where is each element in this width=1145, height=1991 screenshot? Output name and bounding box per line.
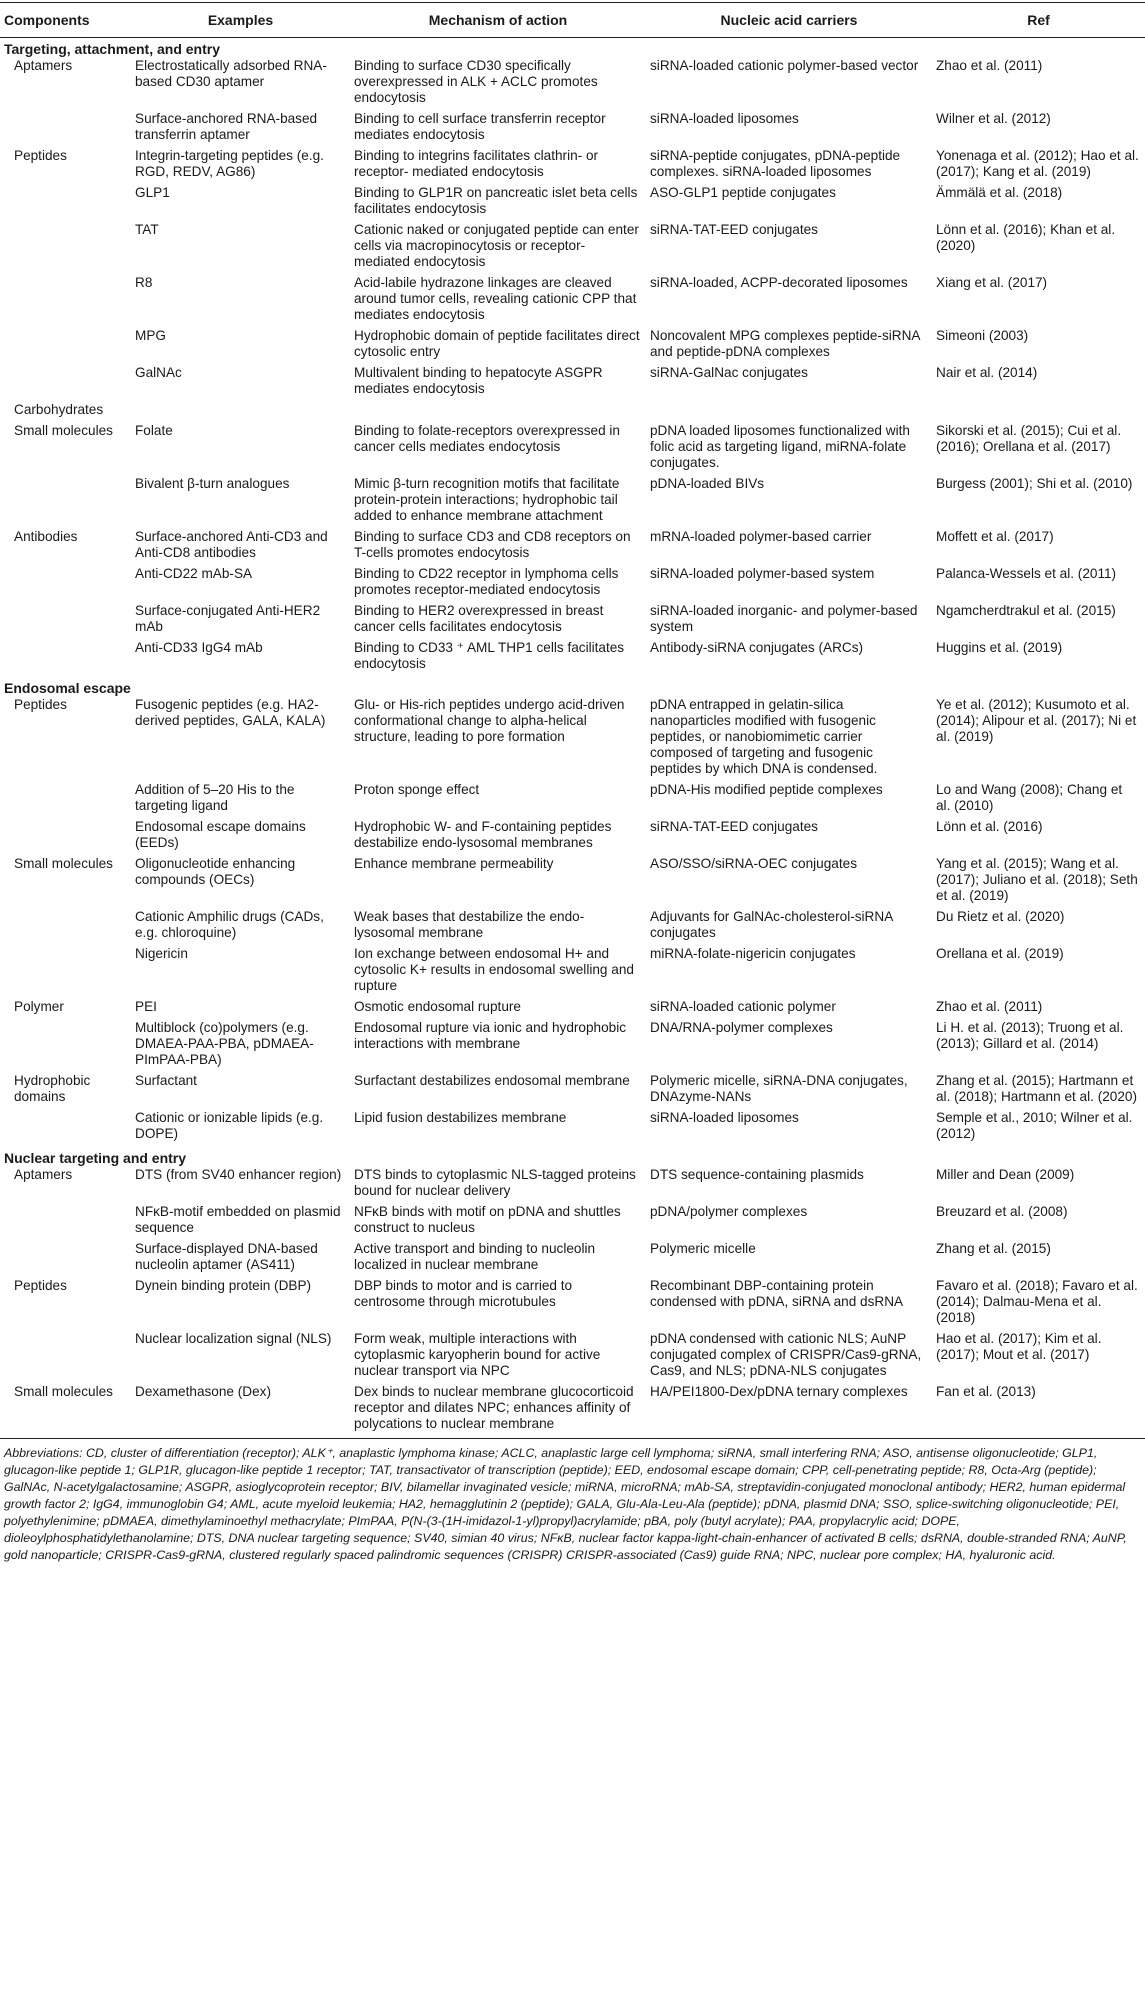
ref-cell: Hao et al. (2017); Kim et al. (2017); Mout et al. (2017) — [936, 1331, 1102, 1363]
example-cell: GalNAc — [135, 365, 182, 381]
mechanism-cell: Active transport and binding to nucleolin localized in nuclear membrane — [354, 1241, 596, 1273]
carrier-cell: HA/PEI1800-Dex/pDNA ternary complexes — [646, 1384, 932, 1439]
table-row — [0, 1073, 1145, 1110]
component-cell: Peptides — [14, 697, 67, 713]
ref-cell: Breuzard et al. (2008) — [936, 1204, 1068, 1220]
example-cell: Cationic or ionizable lipids (e.g. DOPE) — [135, 1110, 324, 1142]
carrier-cell: pDNA entrapped in gelatin-silica nanoparticles modified with fusogenic peptides, or nanobiomimetic carrier composed of targeting and fusogenic peptides by which DNA is condensed. — [650, 697, 878, 777]
example-cell: Dexamethasone (Dex) — [131, 1384, 350, 1439]
ref-cell: Sikorski et al. (2015); Cui et al. (2016); Orellana et al. (2017) — [936, 423, 1122, 455]
ref-cell: Orellana et al. (2019) — [936, 946, 1064, 962]
mechanism-cell: Cationic naked or conjugated peptide can enter cells via macropinocytosis or receptor-mediated endocytosis — [354, 222, 639, 270]
ref-cell: Zhao et al. (2011) — [936, 999, 1043, 1015]
ref-cell: Zhang et al. (2015); Hartmann et al. (2018); Hartmann et al. (2020) — [936, 1073, 1137, 1105]
ref-cell: Xiang et al. (2017) — [936, 275, 1048, 291]
carrier-cell — [646, 402, 932, 423]
carrier-cell: DNA/RNA-polymer complexes — [650, 1020, 833, 1036]
mechanism-cell: Binding to integrins facilitates clathrin- or receptor- mediated endocytosis — [354, 148, 599, 180]
table-body — [0, 38, 1145, 1439]
component-cell — [0, 328, 131, 365]
mechanism-cell: Binding to cell surface transferrin receptor mediates endocytosis — [354, 111, 606, 143]
mechanism-cell: Enhance membrane permeability — [354, 856, 554, 872]
carrier-cell: siRNA-loaded liposomes — [650, 111, 799, 127]
example-cell: Dynein binding protein (DBP) — [135, 1278, 312, 1294]
ref-cell: Simeoni (2003) — [936, 328, 1029, 344]
example-cell: R8 — [135, 275, 153, 291]
ref-cell: Zhang et al. (2015) — [936, 1241, 1051, 1257]
section-title: Targeting, attachment, and entry — [4, 41, 220, 58]
section-title: Endosomal escape — [4, 680, 131, 697]
example-cell: Surface-displayed DNA-based nucleolin aptamer (AS411) — [135, 1241, 318, 1273]
mechanism-cell — [350, 402, 646, 423]
carrier-cell: ASO-GLP1 peptide conjugates — [650, 185, 836, 201]
ref-cell: Burgess (2001); Shi et al. (2010) — [936, 476, 1133, 492]
component-cell — [0, 1020, 131, 1073]
header-ref: Ref — [932, 3, 1145, 38]
table-row — [0, 1278, 1145, 1331]
example-cell: Fusogenic peptides (e.g. HA2-derived peptides, GALA, KALA) — [135, 697, 326, 729]
mechanism-cell: Binding to folate-receptors overexpressed in cancer cells mediates endocytosis — [354, 423, 620, 455]
example-cell: NFκB-motif embedded on plasmid sequence — [135, 1204, 341, 1236]
carrier-cell: Adjuvants for GalNAc-cholesterol-siRNA conjugates — [650, 909, 893, 941]
example-cell: Surface-anchored RNA-based transferrin aptamer — [135, 111, 318, 143]
ref-cell: Li H. et al. (2013); Truong et al. (2013); Gillard et al. (2014) — [936, 1020, 1124, 1052]
mechanism-cell: Form weak, multiple interactions with cytoplasmic karyopherin bound for active nuclear transport via NPC — [354, 1331, 601, 1379]
carrier-cell: siRNA-loaded, ACPP-decorated liposomes — [650, 275, 908, 291]
example-cell: Anti-CD22 mAb-SA — [135, 566, 253, 582]
table-row — [0, 275, 1145, 328]
ref-cell: Huggins et al. (2019) — [936, 640, 1063, 656]
component-cell: Hydrophobic domains — [14, 1073, 91, 1105]
ref-cell: Miller and Dean (2009) — [936, 1167, 1075, 1183]
example-cell: Surface-anchored Anti-CD3 and Anti-CD8 antibodies — [135, 529, 328, 561]
carrier-cell: siRNA-loaded polymer-based system — [650, 566, 875, 582]
header-mechanism: Mechanism of action — [350, 3, 646, 38]
mechanism-cell: Osmotic endosomal rupture — [354, 999, 521, 1015]
component-cell: Small molecules — [0, 1384, 131, 1439]
abbreviations-note: Abbreviations: CD, cluster of differentiation (receptor); ALK⁺, anaplastic lymphoma kinase; ACLC, anaplastic large cell lymphoma; siRNA, small interfering RNA; ASO, antisense oligonucleotide; GLP1, glucagon-like peptide 1; GLP1R, glucagon-like peptide 1 receptor; TAT, transactivator of transcription (peptide); EED, endosomal escape domain; CPP, cell-penetrating peptide; R8, Octa-Arg (peptide); GalNAc, N-acetylgalactosamine; ASGPR, asioglycoprotein receptor; BIV, bilamellar invaginated vesicle; miRNA, microRNA; mAb-SA, streptavidin-conjugated monoclonal antibody; HER2, human epidermal growth factor 2; IgG4, immunoglobin G4; AML, acute myeloid leukemia; HA2, hemagglutinin 2 (peptide); GALA, Glu-Ala-Leu-Ala (peptide); pDNA, plasmid DNA; SSO, splice-switching oligonucleotide; PEI, polyethylenimine; pDMAEA, dimethylaminoethyl methacrylate; PImPAA, P(N-(3-(1H-imidazol-1-yl)propyl)acrylamide; pBA, poly (butyl acrylate); PAA, propylacrylic acid; DOPE, dioleoylphosphatidylethanolamine; DTS, DNA nuclear targeting sequence; SV40, simian 40 virus; NFκB, nuclear factor kappa-light-chain-enhancer of activated B cells; dsRNA, double-stranded RNA; AuNP, gold nanoparticle; CRISPR-Cas9-gRNA, clustered regularly spaced palindromic sequences (CRISPR) CRISPR-associated (Cas9) guide RNA; NPC, nuclear pore complex; HA, hyaluronic acid. — [4, 1446, 1127, 1563]
header-row — [0, 3, 1145, 38]
table-row — [0, 999, 1145, 1020]
mechanism-cell: Lipid fusion destabilizes membrane — [354, 1110, 567, 1126]
mechanism-cell: Binding to CD33 ⁺ AML THP1 cells facilitates endocytosis — [354, 640, 625, 672]
table-row — [0, 603, 1145, 640]
table-row — [0, 476, 1145, 529]
table-row — [0, 185, 1145, 222]
carrier-cell: siRNA-loaded liposomes — [650, 1110, 799, 1126]
example-cell: Cationic Amphilic drugs (CADs, e.g. chloroquine) — [135, 909, 324, 941]
table-row — [0, 1204, 1145, 1241]
example-cell: Endosomal escape domains (EEDs) — [135, 819, 306, 851]
component-cell: Antibodies — [14, 529, 78, 545]
mechanism-cell: Mimic β-turn recognition motifs that facilitate protein-protein interactions; hydrophobic tail added to enhance membrane attachment — [354, 476, 620, 524]
table-row — [0, 819, 1145, 856]
ref-cell: Ngamcherdtrakul et al. (2015) — [936, 603, 1116, 619]
ref-cell: Ämmälä et al. (2018) — [936, 185, 1063, 201]
header-components: Components — [0, 3, 131, 38]
section-title: Nuclear targeting and entry — [4, 1150, 187, 1167]
carrier-cell: Recombinant DBP-containing protein condensed with pDNA, siRNA and dsRNA — [650, 1278, 904, 1310]
carrier-cell: siRNA-GalNac conjugates — [650, 365, 808, 381]
table-row — [0, 529, 1145, 566]
mechanism-cell: Glu- or His-rich peptides undergo acid-driven conformational change to alpha-helical structure, leading to pore formation — [354, 697, 625, 745]
example-cell: Multiblock (co)polymers (e.g. DMAEA-PAA-PBA, pDMAEA-PImPAA-PBA) — [135, 1020, 314, 1068]
component-cell — [0, 1331, 131, 1384]
example-cell: Anti-CD33 IgG4 mAb — [135, 640, 263, 656]
table-row — [0, 1331, 1145, 1384]
table-row — [0, 909, 1145, 946]
carrier-cell: Noncovalent MPG complexes peptide-siRNA and peptide-pDNA complexes — [650, 328, 920, 360]
table-row — [0, 148, 1145, 185]
carrier-cell: miRNA-folate-nigericin conjugates — [650, 946, 856, 962]
ref-cell: Ye et al. (2012); Kusumoto et al. (2014); Alipour et al. (2017); Ni et al. (2019) — [936, 697, 1137, 745]
ref-cell: Yang et al. (2015); Wang et al. (2017); Juliano et al. (2018); Seth et al. (2019) — [936, 856, 1138, 904]
component-cell — [0, 909, 131, 946]
carrier-cell: Polymeric micelle — [650, 1241, 756, 1257]
data-table — [0, 2, 1145, 1439]
example-cell: Surface-conjugated Anti-HER2 mAb — [135, 603, 321, 635]
mechanism-cell: Multivalent binding to hepatocyte ASGPR mediates endocytosis — [354, 365, 603, 397]
carrier-cell: siRNA-loaded cationic polymer-based vector — [650, 58, 919, 74]
carrier-cell: pDNA/polymer complexes — [650, 1204, 808, 1220]
section-row — [0, 38, 1145, 59]
example-cell: Electrostatically adsorbed RNA-based CD30 aptamer — [135, 58, 327, 90]
table-row — [0, 697, 1145, 782]
example-cell: Nigericin — [135, 946, 188, 962]
component-cell — [0, 1204, 131, 1241]
table-row — [0, 222, 1145, 275]
carrier-cell: Polymeric micelle, siRNA-DNA conjugates, DNAzyme-NANs — [650, 1073, 908, 1105]
ref-cell: Palanca-Wessels et al. (2011) — [936, 566, 1117, 582]
table-row — [0, 328, 1145, 365]
mechanism-cell: Endosomal rupture via ionic and hydrophobic interactions with membrane — [354, 1020, 627, 1052]
carrier-cell: mRNA-loaded polymer-based carrier — [650, 529, 872, 545]
ref-cell: Yonenaga et al. (2012); Hao et al. (2017); Kang et al. (2019) — [936, 148, 1139, 180]
carrier-cell: siRNA-loaded cationic polymer — [650, 999, 836, 1015]
example-cell: PEI — [135, 999, 157, 1015]
example-cell: Integrin-targeting peptides (e.g. RGD, REDV, AG86) — [135, 148, 324, 180]
mechanism-cell: Proton sponge effect — [354, 782, 480, 798]
table-row — [0, 640, 1145, 677]
table-row — [0, 946, 1145, 999]
component-cell: Polymer — [14, 999, 64, 1015]
example-cell: Folate — [135, 423, 173, 439]
table-row — [0, 58, 1145, 111]
ref-cell: Zhao et al. (2011) — [936, 58, 1043, 74]
carrier-cell: siRNA-loaded inorganic- and polymer-based system — [650, 603, 918, 635]
component-cell — [0, 782, 131, 819]
carrier-cell: siRNA-TAT-EED conjugates — [650, 819, 818, 835]
mechanism-cell: Binding to HER2 overexpressed in breast cancer cells facilitates endocytosis — [354, 603, 604, 635]
component-cell — [0, 275, 131, 328]
table-row — [0, 402, 1145, 423]
header-carriers: Nucleic acid carriers — [646, 3, 932, 38]
carrier-cell: siRNA-TAT-EED conjugates — [650, 222, 818, 238]
example-cell: Oligonucleotide enhancing compounds (OECs) — [135, 856, 296, 888]
ref-cell: Moffett et al. (2017) — [936, 529, 1054, 545]
component-cell — [0, 566, 131, 603]
example-cell — [131, 402, 350, 423]
table-row — [0, 1167, 1145, 1204]
mechanism-cell: Hydrophobic W- and F-containing peptides destabilize endo-lysosomal membranes — [354, 819, 612, 851]
component-cell — [0, 185, 131, 222]
component-cell — [0, 1241, 131, 1278]
mechanism-cell: DTS binds to cytoplasmic NLS-tagged proteins bound for nuclear delivery — [354, 1167, 636, 1199]
ref-cell — [932, 402, 1145, 423]
component-cell: Small molecules — [14, 856, 113, 872]
component-cell — [0, 111, 131, 148]
ref-cell: Nair et al. (2014) — [936, 365, 1038, 381]
table-row — [0, 566, 1145, 603]
section-row — [0, 1147, 1145, 1167]
mechanism-cell: Hydrophobic domain of peptide facilitates direct cytosolic entry — [354, 328, 640, 360]
header-examples: Examples — [131, 3, 350, 38]
example-cell: MPG — [135, 328, 166, 344]
table-row — [0, 423, 1145, 476]
component-cell — [0, 476, 131, 529]
mechanism-cell: Binding to surface CD30 specifically overexpressed in ALK + ACLC promotes endocytosis — [354, 58, 598, 106]
example-cell: Addition of 5–20 His to the targeting ligand — [135, 782, 295, 814]
example-cell: Surfactant — [135, 1073, 197, 1089]
component-cell: Aptamers — [14, 58, 73, 74]
mechanism-cell: Dex binds to nuclear membrane glucocorticoid receptor and dilates NPC; enhances affinity of polycations to nuclear membrane — [350, 1384, 646, 1439]
ref-cell: Lo and Wang (2008); Chang et al. (2010) — [936, 782, 1123, 814]
mechanism-cell: Surfactant destabilizes endosomal membrane — [354, 1073, 630, 1089]
carrier-cell: siRNA-peptide conjugates, pDNA-peptide complexes. siRNA-loaded liposomes — [650, 148, 901, 180]
component-cell: Carbohydrates — [14, 402, 104, 418]
carrier-cell: Antibody-siRNA conjugates (ARCs) — [650, 640, 864, 656]
example-cell: Nuclear localization signal (NLS) — [135, 1331, 332, 1347]
component-cell — [0, 819, 131, 856]
ref-cell: Fan et al. (2013) — [932, 1384, 1145, 1439]
mechanism-cell: Binding to surface CD3 and CD8 receptors on T-cells promotes endocytosis — [354, 529, 631, 561]
ref-cell: Lönn et al. (2016) — [936, 819, 1043, 835]
example-cell: DTS (from SV40 enhancer region) — [135, 1167, 342, 1183]
ref-cell: Wilner et al. (2012) — [936, 111, 1051, 127]
table-row — [0, 111, 1145, 148]
mechanism-cell: Ion exchange between endosomal H+ and cytosolic K+ results in endosomal swelling and rupture — [354, 946, 634, 994]
ref-cell: Lönn et al. (2016); Khan et al. (2020) — [936, 222, 1116, 254]
carrier-cell: DTS sequence-containing plasmids — [650, 1167, 864, 1183]
component-cell: Aptamers — [14, 1167, 73, 1183]
table-row — [0, 782, 1145, 819]
component-cell — [0, 365, 131, 402]
component-cell: Peptides — [14, 148, 67, 164]
component-cell — [0, 946, 131, 999]
carrier-cell: ASO/SSO/siRNA-OEC conjugates — [650, 856, 857, 872]
example-cell: TAT — [135, 222, 159, 238]
mechanism-cell: DBP binds to motor and is carried to centrosome through microtubules — [354, 1278, 573, 1310]
example-cell: GLP1 — [135, 185, 170, 201]
ref-cell: Favaro et al. (2018); Favaro et al. (2014); Dalmau-Mena et al. (2018) — [936, 1278, 1138, 1326]
component-cell — [0, 222, 131, 275]
component-cell — [0, 1110, 131, 1147]
component-cell: Small molecules — [14, 423, 113, 439]
mechanism-cell: Acid-labile hydrazone linkages are cleaved around tumor cells, revealing cationic CPP that mediates endocytosis — [354, 275, 637, 323]
table-row — [0, 365, 1145, 402]
example-cell: Bivalent β-turn analogues — [135, 476, 290, 492]
mechanism-cell: NFκB binds with motif on pDNA and shuttles construct to nucleus — [354, 1204, 621, 1236]
mechanism-cell: Binding to GLP1R on pancreatic islet beta cells facilitates endocytosis — [354, 185, 638, 217]
component-cell — [0, 640, 131, 677]
ref-cell: Du Rietz et al. (2020) — [936, 909, 1065, 925]
carrier-cell: pDNA-His modified peptide complexes — [650, 782, 883, 798]
table-row — [0, 1020, 1145, 1073]
mechanism-cell: Binding to CD22 receptor in lymphoma cells promotes receptor-mediated endocytosis — [354, 566, 619, 598]
table-row — [0, 1110, 1145, 1147]
table-row — [0, 856, 1145, 909]
section-row — [0, 677, 1145, 697]
component-cell — [0, 603, 131, 640]
mechanism-cell: Weak bases that destabilize the endo-lysosomal membrane — [354, 909, 585, 941]
table-row — [0, 1384, 1145, 1439]
carrier-cell: pDNA loaded liposomes functionalized with folic acid as targeting ligand, miRNA-folate conjugates. — [650, 423, 910, 471]
ref-cell: Semple et al., 2010; Wilner et al. (2012) — [936, 1110, 1133, 1142]
component-cell: Peptides — [14, 1278, 67, 1294]
carrier-cell: pDNA condensed with cationic NLS; AuNP conjugated complex of CRISPR/Cas9-gRNA, Cas9, and NLS; pDNA-NLS conjugates — [650, 1331, 922, 1379]
table-row — [0, 1241, 1145, 1278]
carrier-cell: pDNA-loaded BIVs — [650, 476, 765, 492]
